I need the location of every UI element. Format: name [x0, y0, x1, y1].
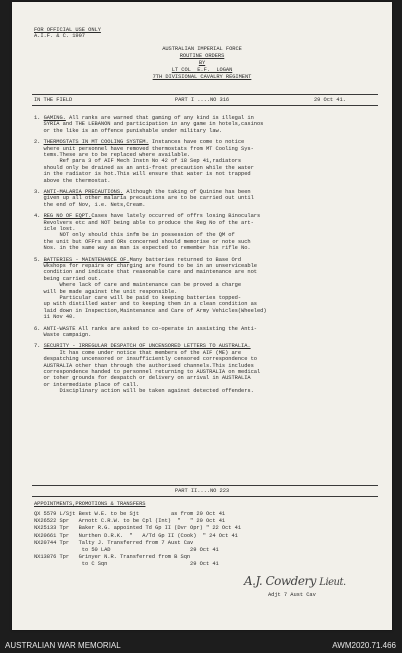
part-two-number: PART II....NO 223	[174, 488, 230, 494]
order-line: given up all other malaria precautions are to be carried out until	[34, 195, 254, 202]
order-line: 5. BATTERIES - MAINTENANCE OF.Many batteries returned to Base Ord	[34, 256, 242, 263]
order-line: tems.These are to be replaced where available.	[34, 152, 191, 158]
order-line: It has come under notice that members of the AIF (ME) are	[34, 349, 242, 356]
document-page	[12, 2, 392, 630]
appointment-row: NX13876 Tpr Grinyer N.R. Transferred from B Sqn	[34, 554, 191, 561]
order-line: 1. GAMING. All ranks are warned that gaming of any kind is illegal in	[34, 115, 254, 121]
appointment-row: NX20661 Tpr Nurthen D.R.K. " A/Td Gp II (Cook) " 24 Oct 41	[34, 532, 238, 539]
classification-line-2: A.I.F. & C. 1907	[34, 33, 85, 39]
order-item	[34, 343, 260, 394]
section-heading: APPOINTMENTS,PROMOTIONS & TRANSFERS	[34, 501, 146, 507]
order-line: Revolvers etc and NOT being able to produce the Reg No of the art-	[34, 219, 254, 226]
appointment-row: QX 5579 L/Sjt Best W.E. to be Sjt as from 20 Oct 41	[34, 511, 226, 517]
order-line: should only be drained as an anti-frost precaution while the water	[34, 164, 254, 171]
order-line: 11 Nov 40.	[34, 314, 76, 321]
order-line: SYRIA and THE LEBANON and participation in any game in hotels,casinos	[34, 121, 264, 128]
order-item	[34, 115, 263, 134]
order-line: correspondence handed to personnel returning to AUSTRALIA on medical	[34, 369, 261, 376]
order-line: will be made against the unit responsible.	[34, 288, 178, 295]
header-commander: LT COL E.F. LOGAN	[171, 67, 233, 73]
order-line: 4. REG NO OF EQPT.Cases have lately occurred of offrs losing Binoculars	[34, 213, 261, 220]
signature-name: A.J. Cowdery	[244, 574, 316, 588]
part2-top-rule	[32, 485, 378, 486]
order-line: 2. THERMOSTATS IN MT COOLING SYSTEM. Instances have come to notice	[34, 139, 245, 146]
order-line: condition and indicate that reasonable care and maintenance are not	[34, 269, 257, 276]
part-one-number: PART I ....NO 316	[174, 97, 230, 103]
footer-institution: AUSTRALIAN WAR MEMORIAL	[5, 641, 121, 650]
order-line: Wkshops for repairs or charging are found to be in an unserviceable	[34, 263, 257, 269]
order-line: or toher grounds for despatch or delivery on arrival in AUSTRALIA	[34, 375, 251, 382]
footer-accession: AWM2020.71.466	[332, 641, 396, 650]
order-line: 3. ANTI-MALARIA PRECAUTIONS. Although the taking of Quinine has been	[34, 189, 251, 195]
order-item	[34, 326, 257, 339]
order-date: 29 Oct 41.	[314, 97, 346, 103]
order-line: or the like is an offence punishable under military law.	[34, 127, 222, 134]
order-line: or intermediate place of call.	[34, 381, 140, 388]
appointment-row: NX25133 Tpr Baker R.G. appointed Td Gp II (Dvr Opr) " 22 Oct 41	[34, 525, 242, 532]
order-line: Where lack of care and maintenance can be proved a charge	[34, 282, 242, 289]
order-line: NOT only should this infm be in possession of the QM of	[34, 232, 235, 239]
signature	[244, 574, 346, 588]
order-line: above the thermostat.	[34, 177, 111, 184]
header-regiment: 7TH DIVISIONAL CAVALRY REGIMENT	[152, 74, 252, 80]
header-force: AUSTRALIAN IMPERIAL FORCE	[162, 46, 242, 52]
order-line: Ref para 3 of AIF Mech Instn No 42 of 18 Sep 41,radiators	[34, 158, 242, 165]
meta-bottom-rule	[32, 105, 378, 106]
classification-line-1: FOR OFFICIAL USE ONLY	[34, 27, 101, 33]
order-item	[34, 257, 267, 321]
appointments-list	[34, 511, 384, 569]
order-line: Waste campaign.	[34, 332, 92, 338]
signature-title: Adjt 7 Aust Cav	[268, 592, 316, 598]
order-line: Particular care will be paid to keeping batteries topped-	[34, 295, 242, 302]
header-orders: ROUTINE ORDERS	[179, 53, 225, 59]
appointment-row: to C Sqn 29 Oct 41	[34, 561, 219, 568]
order-line: AUSTRALIA other than through the authorised channels.This includes	[34, 362, 254, 369]
meta-top-rule	[32, 94, 378, 95]
order-line: 6. ANTI-WASTE All ranks are asked to co-operate in assisting the Anti-	[34, 325, 257, 332]
order-line: Disciplinary action will be taken against detected offenders.	[34, 388, 254, 395]
order-line: laid down in Inspection,Maintenance and Care of Army Vehicles(Wheeled)	[34, 307, 267, 314]
order-item	[34, 213, 260, 251]
order-item	[34, 139, 254, 184]
order-line: being carried out.	[34, 275, 101, 282]
appointment-row: NX20744 Tpr Talty J. Transferred from 7 Aust Cav	[34, 539, 194, 546]
order-line: in the radiator is hot.This will ensure that water is not trapped	[34, 171, 251, 178]
order-line: up with distilled water and to keeping them in a clean condition as	[34, 301, 257, 308]
order-line: the unit but OFFrs and ORs concerned should memorise or note such	[34, 238, 251, 245]
part2-bottom-rule	[32, 496, 378, 497]
signature-rank: Lieut.	[319, 577, 346, 588]
header-by: BY	[198, 60, 206, 66]
order-line: icle lost.	[34, 226, 76, 232]
appointment-row: to 50 LAD 29 Oct 41	[34, 547, 219, 554]
location: IN THE FIELD	[34, 97, 73, 103]
appointment-row: NX26522 Spr Arnott C.R.W. to be Cpl (Int) " " 20 Oct 41	[34, 518, 226, 525]
order-line: where unit personnel have removed thermostats from MT Cooling Sys-	[34, 145, 254, 152]
order-line: 7. SECURITY - IRREGULAR DESPATCH OF UNCENSORED LETTERS TO AUSTRALIA.	[34, 343, 251, 350]
order-line: Nos. in the same way as man is expected to remember his rifle No.	[34, 245, 251, 252]
order-item	[34, 189, 254, 208]
order-line: the end of Nov, i.e. Nets,Cream.	[34, 201, 146, 208]
order-line: despatching uncensored or insufficiently censored correspondence to	[34, 356, 257, 363]
archive-footer	[0, 636, 402, 653]
